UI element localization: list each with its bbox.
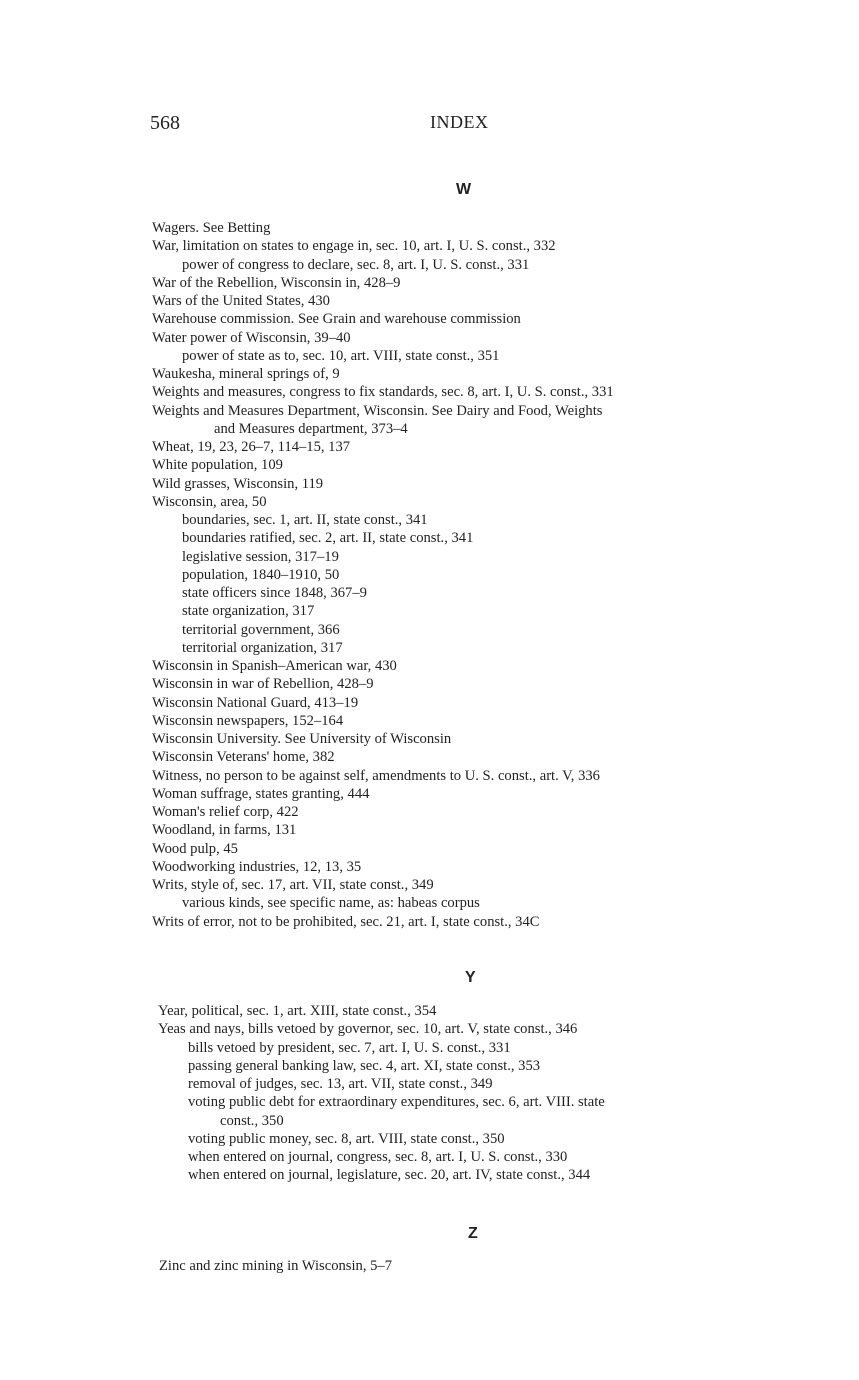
index-entry: White population, 109 — [152, 457, 283, 474]
index-subentry: when entered on journal, congress, sec. 8, art. I, U. S. const., 330 — [188, 1149, 568, 1165]
index-subentry: population, 1840–1910, 50 — [182, 566, 340, 583]
section-y-entries — [158, 1002, 605, 1185]
section-letter-w: W — [456, 181, 472, 198]
index-entry: Writs of error, not to be prohibited, sec. 21, art. I, state const., 34C — [152, 913, 540, 930]
page-header — [150, 112, 790, 142]
index-entry: Wars of the United States, 430 — [152, 293, 330, 309]
index-entry: Wisconsin National Guard, 413–19 — [152, 694, 359, 711]
index-subentry: when entered on journal, legislature, sec. 20, art. IV, state const., 344 — [188, 1167, 591, 1184]
index-subentry: bills vetoed by president, sec. 7, art. I, U. S. const., 331 — [188, 1039, 511, 1056]
index-entry: Woodworking industries, 12, 13, 35 — [152, 858, 362, 875]
index-entry: Zinc and zinc mining in Wisconsin, 5–7 — [159, 1258, 393, 1274]
index-entry: Waukesha, mineral springs of, 9 — [152, 366, 340, 382]
index-subentry: boundaries ratified, sec. 2, art. II, state const., 341 — [182, 530, 474, 547]
index-entry: Wisconsin, area, 50 — [152, 493, 267, 510]
index-entry-continuation: const., 350 — [220, 1112, 284, 1129]
index-entry: Woodland, in farms, 131 — [152, 822, 297, 839]
index-entry: Wisconsin University. See University of Wisconsin — [152, 731, 452, 747]
index-entry: Wood pulp, 45 — [152, 840, 238, 857]
index-entry: War, limitation on states to engage in, sec. 10, art. I, U. S. const., 332 — [152, 238, 556, 255]
index-entry: Water power of Wisconsin, 39–40 — [152, 329, 351, 346]
index-subentry: boundaries, sec. 1, art. II, state const., 341 — [182, 512, 428, 528]
index-subentry: voting public money, sec. 8, art. VIII, state const., 350 — [188, 1130, 505, 1147]
section-w-entries — [152, 219, 614, 931]
running-title: INDEX — [430, 112, 489, 132]
index-subentry: state organization, 317 — [182, 603, 315, 620]
index-entry: War of the Rebellion, Wisconsin in, 428–9 — [152, 274, 401, 291]
index-entry: Woman suffrage, states granting, 444 — [152, 785, 370, 802]
index-entry: Wisconsin newspapers, 152–164 — [152, 712, 344, 729]
index-entry: Wisconsin in Spanish–American war, 430 — [152, 658, 397, 674]
index-entry: Year, political, sec. 1, art. XIII, state const., 354 — [158, 1003, 437, 1019]
index-entry: Wisconsin in war of Rebellion, 428–9 — [152, 676, 374, 693]
index-entry: Woman's relief corp, 422 — [152, 804, 299, 820]
section-letter-y: Y — [465, 969, 476, 986]
index-entry: Yeas and nays, bills vetoed by governor, sec. 10, art. V, state const., 346 — [158, 1021, 578, 1038]
index-entry: Weights and Measures Department, Wisconsin. See Dairy and Food, Weights — [152, 402, 603, 419]
index-subentry: passing general banking law, sec. 4, art. XI, state const., 353 — [188, 1057, 541, 1074]
index-entry: Wisconsin Veterans' home, 382 — [152, 749, 335, 766]
index-entry: Wild grasses, Wisconsin, 119 — [152, 475, 324, 492]
index-entry: Writs, style of, sec. 17, art. VII, state const., 349 — [152, 877, 434, 893]
index-subentry: territorial government, 366 — [182, 621, 340, 638]
section-letter-z: Z — [468, 1225, 478, 1242]
index-entry-continuation: and Measures department, 373–4 — [214, 420, 408, 437]
index-subentry: legislative session, 317–19 — [182, 548, 339, 565]
index-entry: Weights and measures, congress to fix standards, sec. 8, art. I, U. S. const., 331 — [152, 384, 614, 401]
index-subentry: power of state as to, sec. 10, art. VIII, state const., 351 — [182, 347, 500, 364]
index-subentry: removal of judges, sec. 13, art. VII, state const., 349 — [188, 1076, 493, 1092]
section-z-entries — [159, 1257, 392, 1275]
page-number: 568 — [150, 112, 180, 134]
index-subentry: power of congress to declare, sec. 8, art. I, U. S. const., 331 — [182, 256, 530, 273]
index-subentry: territorial organization, 317 — [182, 639, 343, 656]
index-subentry: various kinds, see specific name, as: habeas corpus — [182, 895, 480, 912]
index-entry: Wheat, 19, 23, 26–7, 114–15, 137 — [152, 439, 351, 455]
index-subentry: voting public debt for extraordinary expenditures, sec. 6, art. VIII. state — [188, 1094, 605, 1111]
index-entry: Warehouse commission. See Grain and warehouse commission — [152, 311, 521, 328]
index-entry: Witness, no person to be against self, amendments to U. S. const., art. V, 336 — [152, 767, 600, 784]
index-entry: Wagers. See Betting — [152, 220, 271, 236]
index-subentry: state officers since 1848, 367–9 — [182, 585, 367, 601]
